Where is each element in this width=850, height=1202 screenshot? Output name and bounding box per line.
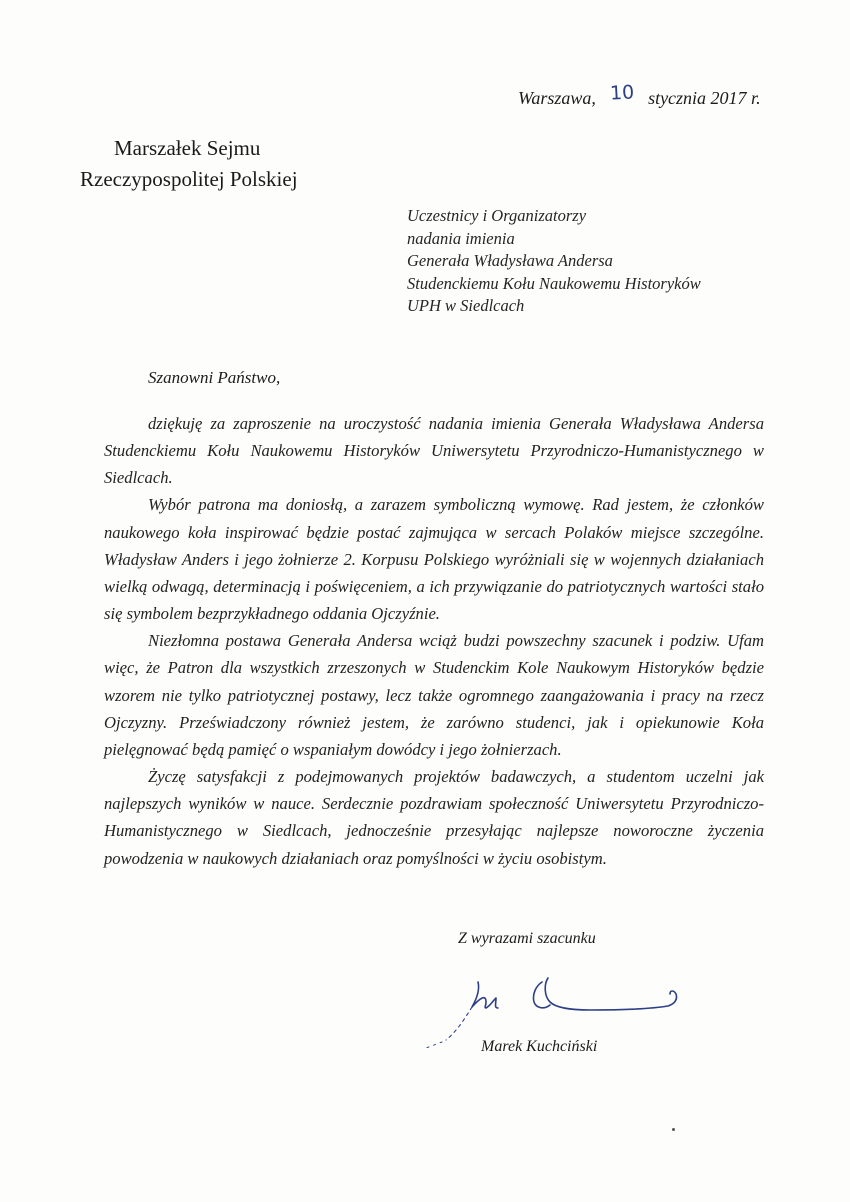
paper-speck — [672, 1128, 675, 1131]
recipient-block — [407, 205, 701, 318]
recipient-line: UPH w Siedlcach — [407, 296, 525, 315]
body-paragraph: dziękuję za zaproszenie na uroczystość nadania imienia Generała Władysława Andersa Studenckiemu Kołu Naukowemu Historyków Uniwersytetu Przyrodniczo-Humanistycznego w Siedlcach. — [104, 414, 764, 488]
handwritten-signature — [420, 960, 690, 1050]
body-paragraph: Niezłomna postawa Generała Andersa wciąż budzi powszechny szacunek i podziw. Ufam więc, że Patron dla wszystkich zrzeszonych w Studenckim Kole Naukowym Historyków będzie wzorem nie tylko patriotycznej postawy, lecz także ogromnego zaangażowania i pracy na rzecz Ojczyzny. Przeświadczony również jestem, że zarówno studenci, jak i opiekunowie Koła pielęgnować będą pamięć o wspaniałym dowódcy i jego żołnierzach. — [104, 631, 764, 759]
recipient-line: Generała Władysława Andersa — [407, 251, 613, 270]
dateline — [518, 81, 761, 109]
recipient-line: Studenckiemu Kołu Naukowemu Historyków — [407, 273, 701, 293]
body-paragraph: Wybór patrona ma doniosłą, a zarazem symboliczną wymowę. Rad jestem, że członków naukowego koła inspirować będzie postać zajmująca w sercach Polaków miejsce szczególne. Władysław Anders i jego żołnierze 2. Korpusu Polskiego wyróżniali się w wojennych działaniach wielką odwagą, determinacją i poświęceniem, a ich przywiązanie do patriotycznych wartości stało się symbolem bezprzykładnego oddania Ojczyźnie. — [104, 495, 764, 624]
sender-title-line2: Rzeczypospolitej Polskiej — [80, 167, 298, 191]
sender-block — [80, 133, 298, 195]
signer-name: Marek Kuchciński — [481, 1038, 598, 1055]
dateline-day-handwritten: 10 — [609, 81, 635, 105]
body-paragraph: Życzę satysfakcji z podejmowanych projektów badawczych, a studentom uczelni jak najlepszych wyników w nauce. Serdecznie pozdrawiam społeczność Uniwersytetu Przyrodniczo-Humanistycznego w Siedlcach, jednocześnie przesyłając najlepsze noworoczne życzenia powodzenia w naukowych działaniach oraz pomyślności w życiu osobistym. — [104, 767, 764, 868]
dateline-month-year: stycznia 2017 r. — [648, 88, 761, 108]
letter-body — [104, 410, 764, 872]
recipient-line: nadania imienia — [407, 228, 515, 248]
dateline-place: Warszawa, — [518, 88, 596, 108]
sender-title-line1: Marszałek Sejmu — [114, 136, 261, 160]
recipient-line: Uczestnicy i Organizatorzy — [407, 206, 587, 225]
salutation: Szanowni Państwo, — [148, 368, 281, 387]
closing-formula: Z wyrazami szacunku — [458, 930, 596, 947]
